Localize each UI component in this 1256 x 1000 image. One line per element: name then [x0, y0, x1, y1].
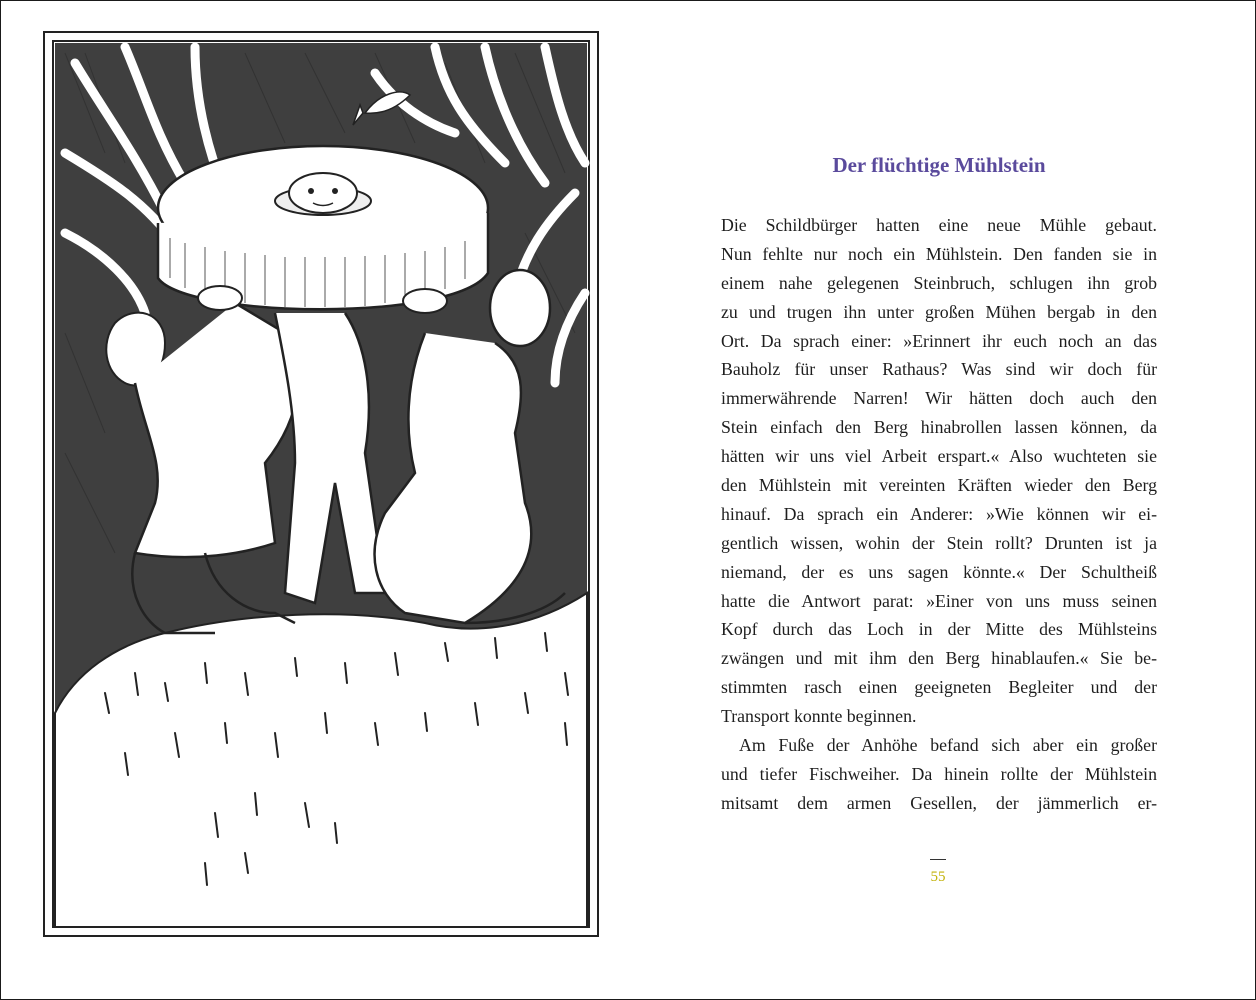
text-line: zu und trugen ihn unter großen Mühen bergab in den: [721, 301, 1157, 322]
text-line: und tiefer Fischweiher. Da hinein rollte der Mühlstein: [721, 763, 1157, 784]
text-line: Kopf durch das Loch in der Mitte des Mühlsteins: [721, 619, 1157, 640]
text-line: mitsamt dem armen Gesellen, der jämmerlich er-: [721, 792, 1157, 813]
text-line: den Mühlstein mit vereinten Kräften wieder den Berg: [721, 475, 1157, 496]
text-line: einem nahe gelegenen Steinbruch, schlugen ihn grob: [721, 272, 1157, 293]
text-line: hatte die Antwort parat: »Einer von uns muss seinen: [721, 590, 1157, 611]
text-line: hätten wir uns viel Arbeit erspart.« Also wuchteten sie: [721, 446, 1157, 467]
text-line: gentlich wissen, wohin der Stein rollt? Drunten ist ja: [721, 532, 1157, 553]
chapter-title: Der flüchtige Mühlstein: [832, 153, 1046, 177]
illustration-frame: [43, 31, 599, 937]
text-line: Die Schildbürger hatten eine neue Mühle gebaut.: [721, 215, 1157, 235]
text-line: Ort. Da sprach einer: »Erinnert ihr euch noch an das: [721, 330, 1157, 351]
folio-rule: [930, 859, 946, 860]
text-line: Transport konnte beginnen.: [721, 706, 917, 727]
text-line: Nun fehlte nur noch ein Mühlstein. Den fanden sie in: [721, 243, 1157, 264]
text-line: niemand, der es uns sagen könnte.« Der Schultheiß: [721, 561, 1157, 582]
page-number: 55: [930, 869, 946, 885]
text-line: zwängen und mit ihm den Berg hinablaufen.« Sie be-: [721, 648, 1157, 669]
text-line: Am Fuße der Anhöhe befand sich aber ein großer: [739, 735, 1157, 756]
text-line: stimmten rasch einen geeigneten Begleiter und der: [721, 677, 1157, 698]
text-line: hinauf. Da sprach ein Anderer: »Wie können wir ei-: [721, 503, 1157, 524]
text-line: immerwährende Narren! Wir hätten doch auch den: [721, 388, 1157, 409]
text-line: Stein einfach den Berg hinabrollen lassen können, da: [721, 417, 1157, 438]
millstone-illustration: [45, 33, 597, 935]
text-line: Bauholz für unser Rathaus? Was sind wir doch für: [721, 359, 1157, 380]
body-text: [721, 211, 1157, 818]
